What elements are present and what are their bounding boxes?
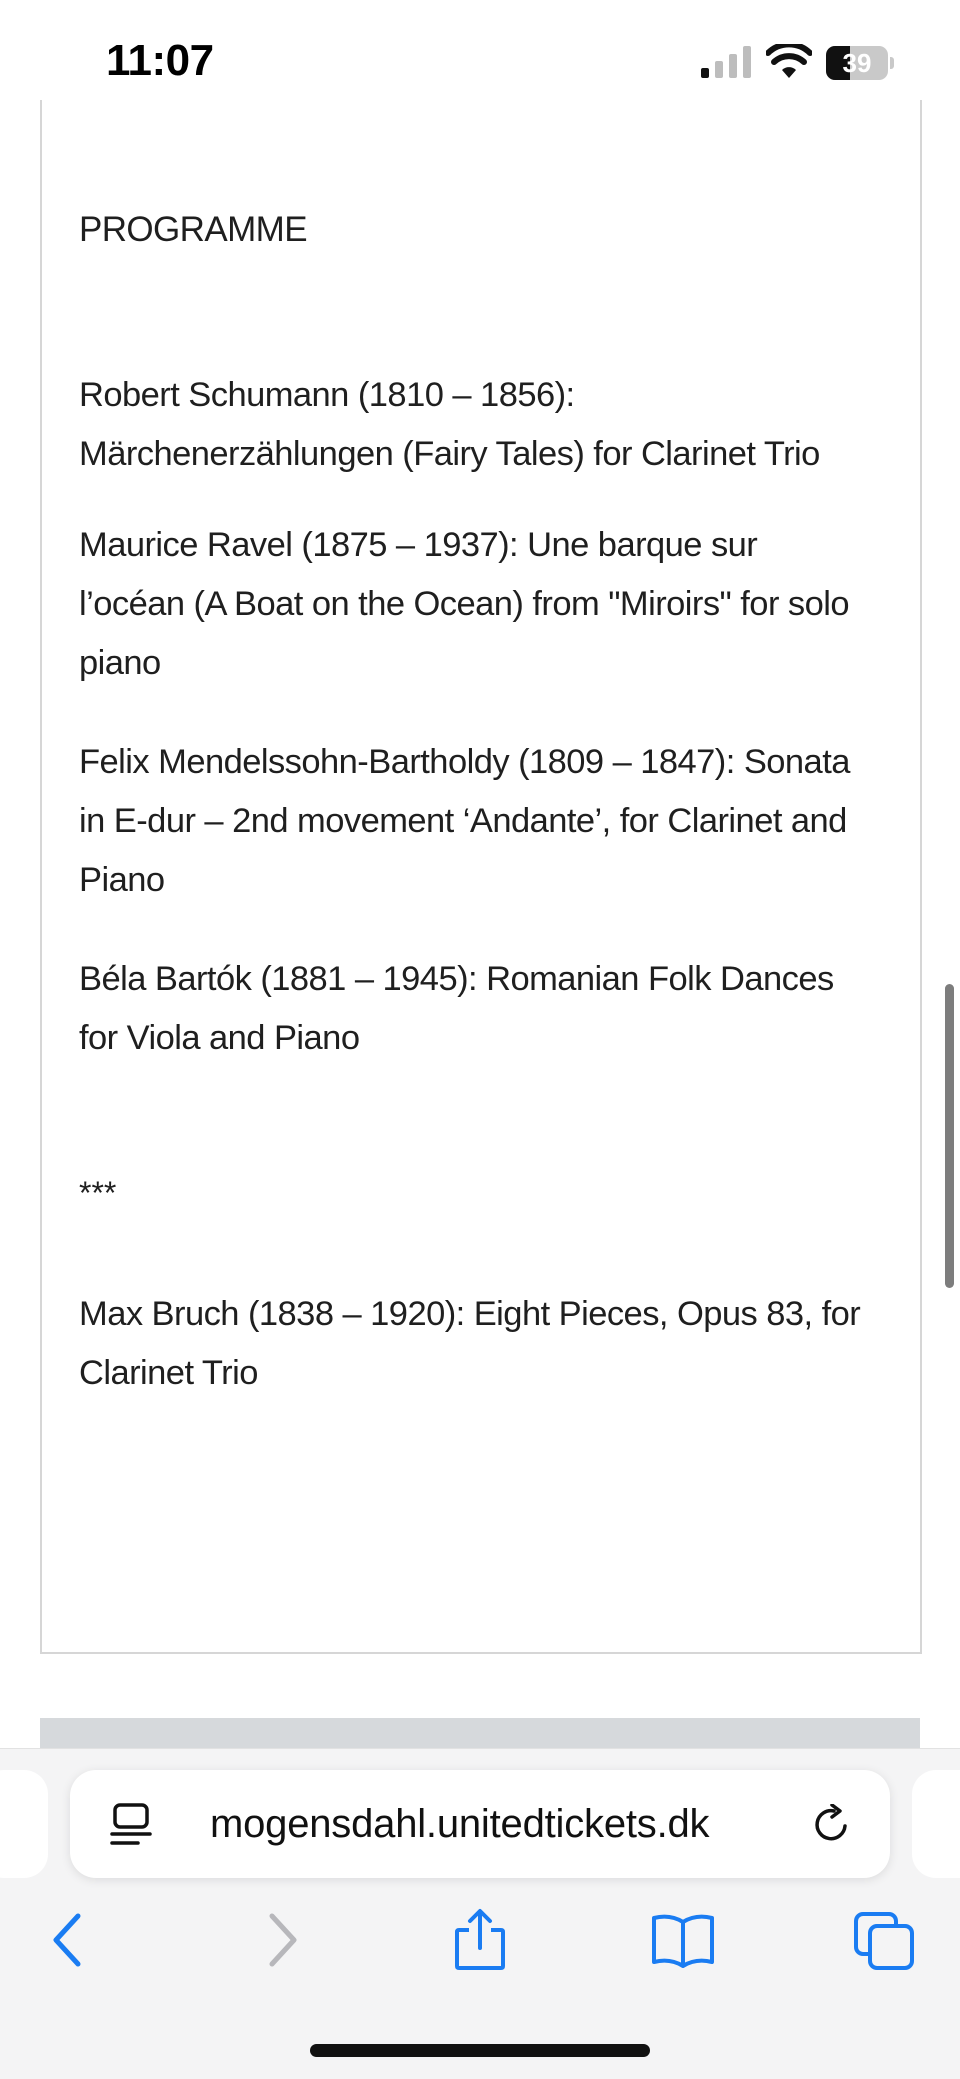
tabs-button[interactable] bbox=[850, 1908, 920, 1972]
program-item-line: Felix Mendelssohn-Bartholdy (1809 – 1847): Sonata bbox=[79, 743, 850, 781]
address-bar[interactable] bbox=[70, 1770, 890, 1878]
battery-body bbox=[826, 46, 888, 80]
reload-icon[interactable] bbox=[812, 1804, 852, 1844]
program-item-line: in E-dur – 2nd movement ‘Andante’, for Clarinet and bbox=[79, 802, 847, 840]
program-item-line: for Viola and Piano bbox=[79, 1019, 360, 1057]
program-item-line: Piano bbox=[79, 861, 165, 899]
program-item-line: Märchenerzählungen (Fairy Tales) for Clarinet Trio bbox=[79, 435, 820, 473]
home-indicator[interactable] bbox=[310, 2044, 650, 2057]
program-item-line: Clarinet Trio bbox=[79, 1354, 258, 1392]
program-item-line: Maurice Ravel (1875 – 1937): Une barque sur bbox=[79, 526, 758, 564]
program-item bbox=[79, 950, 899, 1068]
wifi-icon bbox=[766, 44, 812, 78]
forward-button[interactable] bbox=[244, 1908, 314, 1972]
programme-heading: PROGRAMME bbox=[79, 210, 307, 249]
program-item bbox=[79, 1285, 899, 1403]
section-separator: *** bbox=[79, 1175, 117, 1211]
status-time: 11:07 bbox=[106, 36, 214, 85]
scrollbar-thumb[interactable] bbox=[945, 984, 954, 1288]
url-text[interactable]: mogensdahl.unitedtickets.dk bbox=[210, 1802, 710, 1846]
program-item bbox=[79, 733, 899, 910]
cellular-signal-icon bbox=[700, 46, 752, 78]
next-section-edge bbox=[40, 1718, 920, 1748]
share-button[interactable] bbox=[445, 1908, 515, 1972]
back-button[interactable] bbox=[36, 1908, 106, 1972]
bookmarks-button[interactable] bbox=[648, 1908, 718, 1972]
program-item-line: piano bbox=[79, 644, 161, 682]
program-item-line: Béla Bartók (1881 – 1945): Romanian Folk Dances bbox=[79, 960, 834, 998]
program-item bbox=[79, 516, 899, 693]
battery-cap bbox=[890, 57, 894, 69]
program-item-line: l’océan (A Boat on the Ocean) from "Miroirs" for solo bbox=[79, 585, 850, 623]
next-tab-preview[interactable] bbox=[912, 1770, 960, 1878]
program-item-line: Robert Schumann (1810 – 1856): bbox=[79, 376, 575, 414]
previous-tab-preview[interactable] bbox=[0, 1770, 48, 1878]
battery-icon bbox=[826, 46, 894, 80]
reader-mode-icon[interactable] bbox=[110, 1802, 152, 1846]
battery-level: 39 bbox=[842, 48, 872, 78]
program-item-line: Max Bruch (1838 – 1920): Eight Pieces, Opus 83, for bbox=[79, 1295, 861, 1333]
program-item bbox=[79, 366, 899, 484]
